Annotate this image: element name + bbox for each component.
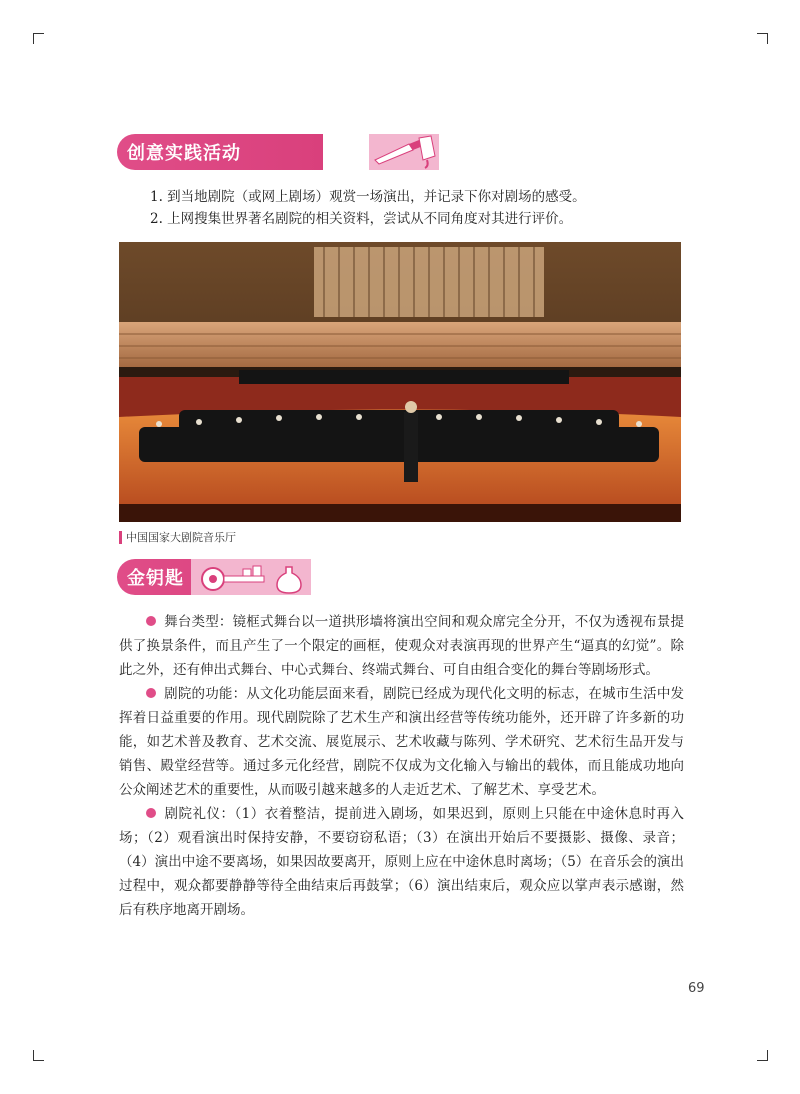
- section-title: 创意实践活动: [127, 143, 241, 164]
- paragraph-theater-etiquette: 剧院礼仪：（1）衣着整洁，提前进入剧场，如果迟到，原则上只能在中途休息时再入场；（2）观看演出时保持安静，不要窃窃私语；（3）在演出开始后不要摄影、摄像、录音；（4）演出中途不要离场，如果因故要离开，原则上应在中途休息时离场；（5）在音乐会的演出过程中，观众都要静静等待全曲结束后再鼓掌；（6）演出结束后，观众应以掌声表示感谢，然后有秩序地离开剧场。: [119, 806, 684, 918]
- task-item: 1. 到当地剧院（或网上剧场）观赏一场演出，并记录下你对剧场的感受。: [150, 189, 586, 205]
- bullet-icon: [146, 616, 156, 626]
- section-banner-golden-key: [117, 559, 311, 595]
- crop-mark-top-right: [757, 33, 768, 44]
- crop-mark-bottom-left: [33, 1050, 44, 1061]
- paragraph-stage-types: 舞台类型：镜框式舞台以一道拱形墙将演出空间和观众席完全分开，不仅为透视布景提供了换景条件，而且产生了一个限定的画框，使观众对表演再现的世界产生“逼真的幻觉”。除此之外，还有伸出式舞台、中心式舞台、终端式舞台、可自由组合变化的舞台等剧场形式。: [119, 614, 684, 678]
- bullet-icon: [146, 808, 156, 818]
- key-icon: [191, 559, 311, 595]
- section-title: 金钥匙: [127, 568, 184, 589]
- crop-mark-top-left: [33, 33, 44, 44]
- task-item: 2. 上网搜集世界著名剧院的相关资料，尝试从不同角度对其进行评价。: [150, 211, 573, 227]
- task-list: [150, 186, 586, 230]
- crop-mark-bottom-right: [757, 1050, 768, 1061]
- paragraph-theater-functions: 剧院的功能：从文化功能层面来看，剧院已经成为现代化文明的标志，在城市生活中发挥着日益重要的作用。现代剧院除了艺术生产和演出经营等传统功能外，还开辟了许多新的功能，如艺术普及教育、艺术交流、展览展示、艺术收藏与陈列、学术研究、艺术衍生品开发与销售、殿堂经营等。通过多元化经营，剧院不仅成为文化输入与输出的载体，而且能成功地向公众阐述艺术的重要性，从而吸引越来越多的人走近艺术、了解艺术、享受艺术。: [119, 686, 684, 798]
- concert-hall-photo: [119, 242, 681, 522]
- page-number: 69: [688, 981, 705, 996]
- section-banner-creative-practice: [117, 134, 323, 170]
- brush-paint-icon: [369, 134, 439, 170]
- bullet-icon: [146, 688, 156, 698]
- figure-caption: 中国国家大剧院音乐厅: [119, 531, 236, 544]
- knowledge-text: [119, 610, 684, 922]
